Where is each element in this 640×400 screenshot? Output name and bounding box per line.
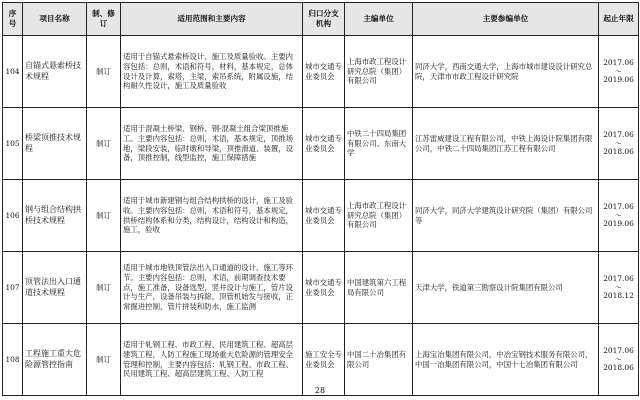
revision-type: 制订 [87, 36, 121, 108]
scope-content: 适用于自锚式悬索桥设计、施工及质量验收。主要内容包括：总则，术语和符号，材料，基本规定，总体设计及计算，索塔，主梁，索吊系统，附属设施，结构耐久性设计，施工及质量验收 [121, 36, 303, 108]
chief-editor: 中铁二十四局集团有限公司、东南大学 [345, 108, 413, 180]
end-date: 2018.06 [603, 147, 634, 157]
header-branch-org: 归口分支机构 [303, 3, 345, 36]
start-date: 2017.06 [603, 58, 634, 68]
date-separator: ～ [614, 282, 623, 292]
period-cell [599, 36, 639, 108]
project-name: 桥梁顶推技术规程 [23, 108, 87, 180]
table-row [3, 324, 639, 396]
period-cell [599, 252, 639, 324]
chief-editor: 中国二十冶集团有限公司 [345, 324, 413, 396]
header-chief-editor: 主编单位 [345, 3, 413, 36]
participants: 同济大学，同济大学建筑设计研究院（集团）有限公司等 [413, 180, 599, 252]
participants: 天津大学，铁道第三勘察设计院集团有限公司 [413, 252, 599, 324]
period-cell [599, 108, 639, 180]
project-name: 钢与组合结构拱桥技术规程 [23, 180, 87, 252]
header-scope: 适用范围和主要内容 [121, 3, 303, 36]
end-date: 2018.12 [603, 291, 634, 301]
chief-editor: 上海市政工程设计研究总院（集团）有限公司 [345, 36, 413, 108]
start-date: 2017.06 [603, 274, 634, 284]
participants: 江苏雷威建设工程有限公司，中铁上海设计院集团有限公司，中铁二十四局集团江苏工程有限公司 [413, 108, 599, 180]
row-number: 105 [3, 108, 23, 180]
date-separator: ～ [614, 138, 623, 148]
start-date: 2017.06 [603, 346, 634, 356]
end-date: 2019.06 [603, 75, 634, 85]
scope-content: 适用于城市地铁顶管法出入口通道的设计、施工等环节。主要内容包括：总则，术语，前期调查技术要点，施工准备，设备选型，竖井设计与施工，管片设计与生产，设备吊装与拆除，顶管机始发与接收，正常掘进控制，管片拼装和防水，施工监测 [121, 252, 303, 324]
table-row [3, 108, 639, 180]
start-date: 2017.06 [603, 202, 634, 212]
end-date: 2018.06 [603, 363, 634, 373]
table-row [3, 180, 639, 252]
row-number: 104 [3, 36, 23, 108]
branch-org: 城市交通专业委员会 [303, 252, 345, 324]
table-row [3, 36, 639, 108]
project-name: 工程施工重大危险源管控指南 [23, 324, 87, 396]
scope-content: 适用于混凝土桥梁、钢桥、钢-混凝土组合梁顶推施工。主要内容包括：总则，术语，基本规定，顶推场地，梁段安装，临时墩和导梁，顶推滑道、装置，设备，顶推控制，线型监控，施工保障措施 [121, 108, 303, 180]
header-participants: 主要参编单位 [413, 3, 599, 36]
project-name: 自锚式悬索桥技术规程 [23, 36, 87, 108]
start-date: 2017.06 [603, 130, 634, 140]
period-cell [599, 324, 639, 396]
header-period: 起止年限 [599, 3, 639, 36]
project-name: 顶管法出入口通道技术规程 [23, 252, 87, 324]
revision-type: 制订 [87, 252, 121, 324]
revision-type: 制订 [87, 324, 121, 396]
revision-type: 制订 [87, 180, 121, 252]
revision-type: 制订 [87, 108, 121, 180]
standards-table [2, 2, 639, 396]
header-project-name: 项目名称 [23, 3, 87, 36]
row-number: 108 [3, 324, 23, 396]
scope-content: 适用于轧钢工程、市政工程、民用建筑工程、超高层建筑工程，人防工程施工现场重大危险源的管理安全管理和控制，主要内容包括：轧钢工程、市政工程、民用建筑工程、超高层建筑工程、人防工程 [121, 324, 303, 396]
page-number: 28 [314, 386, 326, 395]
header-seq: 序号 [3, 3, 23, 36]
branch-org: 城市交通专业委员会 [303, 108, 345, 180]
period-cell [599, 180, 639, 252]
row-number: 107 [3, 252, 23, 324]
table-header-row [3, 3, 639, 36]
date-separator: ～ [614, 354, 623, 364]
branch-org: 城市交通专业委员会 [303, 36, 345, 108]
scope-content: 适用于城市新建钢与组合结构拱桥的设计，施工及验收。主要内容包括：总则，术语和符号，基本规定，拱桥结构体系和分类，结构设计，结构设计和构造，施工，验收 [121, 180, 303, 252]
table-row [3, 252, 639, 324]
date-separator: ～ [614, 66, 623, 76]
header-revision-type: 制、修订 [87, 3, 121, 36]
row-number: 106 [3, 180, 23, 252]
chief-editor: 中国建筑第六工程局有限公司 [345, 252, 413, 324]
chief-editor: 上海市政工程设计研究总院（集团）有限公司 [345, 180, 413, 252]
branch-org: 城市交通专业委员会 [303, 180, 345, 252]
participants: 上海宝冶集团有限公司，中冶宝钢技术服务有限公司，中国一冶集团有限公司，中国十七冶集团有限公司 [413, 324, 599, 396]
end-date: 2019.06 [603, 219, 634, 229]
participants: 同济大学，西南交通大学，上海市城市建设设计研究总院，天津市市政工程设计研究院 [413, 36, 599, 108]
branch-org: 施工安全专业委员会 [303, 324, 345, 396]
date-separator: ～ [614, 210, 623, 220]
